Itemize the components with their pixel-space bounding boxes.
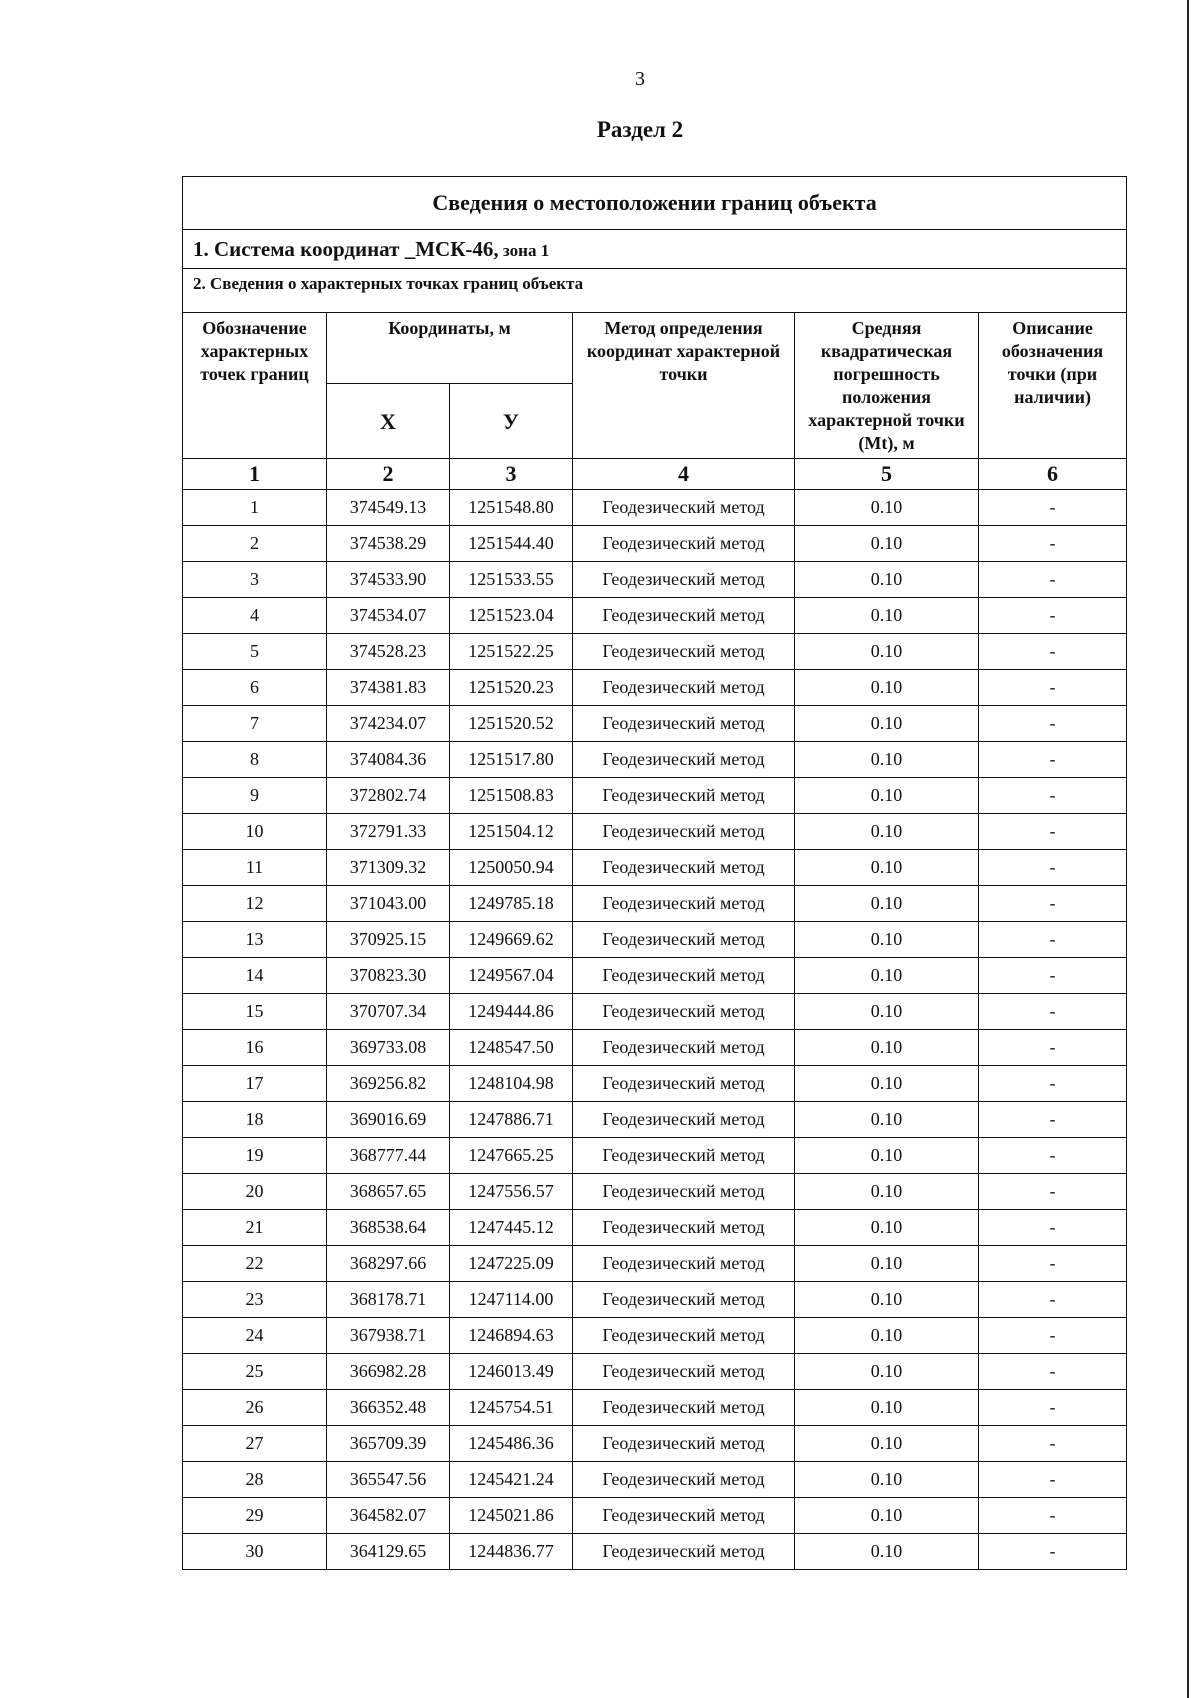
column-number: 5 [795, 459, 979, 490]
y-coordinate-cell: 1251522.25 [450, 634, 573, 670]
x-coordinate-cell: 371309.32 [327, 850, 450, 886]
x-coordinate-cell: 365547.56 [327, 1462, 450, 1498]
accuracy-cell: 0.10 [795, 850, 979, 886]
x-coordinate-cell: 372791.33 [327, 814, 450, 850]
description-cell: - [979, 706, 1127, 742]
method-cell: Геодезический метод [573, 490, 795, 526]
table-row [183, 1066, 1127, 1102]
table-row [183, 994, 1127, 1030]
y-coordinate-cell: 1246894.63 [450, 1318, 573, 1354]
table-row [183, 1498, 1127, 1534]
column-number: 1 [183, 459, 327, 490]
description-cell: - [979, 562, 1127, 598]
method-cell: Геодезический метод [573, 1246, 795, 1282]
y-coordinate-cell: 1251517.80 [450, 742, 573, 778]
method-cell: Геодезический метод [573, 1462, 795, 1498]
method-cell: Геодезический метод [573, 634, 795, 670]
y-coordinate-cell: 1251533.55 [450, 562, 573, 598]
accuracy-cell: 0.10 [795, 1102, 979, 1138]
accuracy-cell: 0.10 [795, 562, 979, 598]
method-cell: Геодезический метод [573, 886, 795, 922]
point-number-cell: 13 [183, 922, 327, 958]
table-row [183, 1354, 1127, 1390]
y-coordinate-cell: 1251520.52 [450, 706, 573, 742]
x-coordinate-cell: 374084.36 [327, 742, 450, 778]
header-coordinates: Координаты, м [327, 313, 573, 384]
accuracy-cell: 0.10 [795, 634, 979, 670]
description-cell: - [979, 958, 1127, 994]
table-row [183, 634, 1127, 670]
description-cell: - [979, 814, 1127, 850]
header-y: У [450, 384, 573, 459]
point-number-cell: 2 [183, 526, 327, 562]
x-coordinate-cell: 370925.15 [327, 922, 450, 958]
y-coordinate-cell: 1248104.98 [450, 1066, 573, 1102]
x-coordinate-cell: 366352.48 [327, 1390, 450, 1426]
method-cell: Геодезический метод [573, 1498, 795, 1534]
description-cell: - [979, 994, 1127, 1030]
point-number-cell: 17 [183, 1066, 327, 1102]
description-cell: - [979, 1426, 1127, 1462]
point-number-cell: 8 [183, 742, 327, 778]
description-cell: - [979, 850, 1127, 886]
description-cell: - [979, 1354, 1127, 1390]
point-number-cell: 25 [183, 1354, 327, 1390]
coordinate-system [183, 230, 1127, 269]
table-row [183, 814, 1127, 850]
method-cell: Геодезический метод [573, 562, 795, 598]
method-cell: Геодезический метод [573, 706, 795, 742]
x-coordinate-cell: 368297.66 [327, 1246, 450, 1282]
accuracy-cell: 0.10 [795, 742, 979, 778]
accuracy-cell: 0.10 [795, 706, 979, 742]
method-cell: Геодезический метод [573, 742, 795, 778]
accuracy-cell: 0.10 [795, 1462, 979, 1498]
x-coordinate-cell: 364129.65 [327, 1534, 450, 1570]
description-cell: - [979, 1246, 1127, 1282]
table-row [183, 1462, 1127, 1498]
description-cell: - [979, 634, 1127, 670]
method-cell: Геодезический метод [573, 1030, 795, 1066]
header-accuracy: Средняя квадратическая погрешность положения характерной точки (Mt), м [795, 313, 979, 459]
x-coordinate-cell: 372802.74 [327, 778, 450, 814]
method-cell: Геодезический метод [573, 814, 795, 850]
table-row [183, 1174, 1127, 1210]
point-number-cell: 23 [183, 1282, 327, 1318]
x-coordinate-cell: 369733.08 [327, 1030, 450, 1066]
y-coordinate-cell: 1251544.40 [450, 526, 573, 562]
header-row-1 [183, 313, 1127, 384]
description-cell: - [979, 490, 1127, 526]
x-coordinate-cell: 374528.23 [327, 634, 450, 670]
point-number-cell: 10 [183, 814, 327, 850]
table-row [183, 1426, 1127, 1462]
header-method: Метод определения координат характерной точки [573, 313, 795, 459]
y-coordinate-cell: 1247665.25 [450, 1138, 573, 1174]
x-coordinate-cell: 374234.07 [327, 706, 450, 742]
description-cell: - [979, 778, 1127, 814]
point-number-cell: 26 [183, 1390, 327, 1426]
table-row [183, 670, 1127, 706]
x-coordinate-cell: 370823.30 [327, 958, 450, 994]
accuracy-cell: 0.10 [795, 1426, 979, 1462]
point-number-cell: 14 [183, 958, 327, 994]
x-coordinate-cell: 369256.82 [327, 1066, 450, 1102]
accuracy-cell: 0.10 [795, 490, 979, 526]
section-title: Раздел 2 [596, 117, 684, 142]
scan-edge-line [1187, 0, 1189, 1698]
point-number-cell: 27 [183, 1426, 327, 1462]
y-coordinate-cell: 1249785.18 [450, 886, 573, 922]
x-coordinate-cell: 368657.65 [327, 1174, 450, 1210]
method-cell: Геодезический метод [573, 1174, 795, 1210]
point-number-cell: 4 [183, 598, 327, 634]
points-heading: 2. Сведения о характерных точках границ объекта [183, 269, 1127, 313]
description-cell: - [979, 886, 1127, 922]
y-coordinate-cell: 1249444.86 [450, 994, 573, 1030]
column-number: 4 [573, 459, 795, 490]
method-cell: Геодезический метод [573, 1318, 795, 1354]
x-coordinate-cell: 370707.34 [327, 994, 450, 1030]
table-row [183, 1030, 1127, 1066]
y-coordinate-cell: 1247886.71 [450, 1102, 573, 1138]
accuracy-cell: 0.10 [795, 814, 979, 850]
table-row [183, 1246, 1127, 1282]
header-point-designation: Обозначение характерных точек границ [183, 313, 327, 459]
method-cell: Геодезический метод [573, 1066, 795, 1102]
y-coordinate-cell: 1247114.00 [450, 1282, 573, 1318]
point-number-cell: 29 [183, 1498, 327, 1534]
y-coordinate-cell: 1251508.83 [450, 778, 573, 814]
description-cell: - [979, 1498, 1127, 1534]
accuracy-cell: 0.10 [795, 922, 979, 958]
method-cell: Геодезический метод [573, 1210, 795, 1246]
method-cell: Геодезический метод [573, 670, 795, 706]
y-coordinate-cell: 1245754.51 [450, 1390, 573, 1426]
x-coordinate-cell: 368178.71 [327, 1282, 450, 1318]
x-coordinate-cell: 367938.71 [327, 1318, 450, 1354]
y-coordinate-cell: 1246013.49 [450, 1354, 573, 1390]
x-coordinate-cell: 374533.90 [327, 562, 450, 598]
description-cell: - [979, 1282, 1127, 1318]
table-row [183, 850, 1127, 886]
accuracy-cell: 0.10 [795, 994, 979, 1030]
point-number-cell: 1 [183, 490, 327, 526]
description-cell: - [979, 598, 1127, 634]
page-number: 3 [635, 68, 645, 90]
column-number: 2 [327, 459, 450, 490]
point-number-cell: 7 [183, 706, 327, 742]
table-row [183, 598, 1127, 634]
accuracy-cell: 0.10 [795, 958, 979, 994]
y-coordinate-cell: 1247225.09 [450, 1246, 573, 1282]
table-row [183, 706, 1127, 742]
method-cell: Геодезический метод [573, 922, 795, 958]
column-number: 3 [450, 459, 573, 490]
accuracy-cell: 0.10 [795, 598, 979, 634]
description-cell: - [979, 1462, 1127, 1498]
accuracy-cell: 0.10 [795, 886, 979, 922]
point-number-cell: 11 [183, 850, 327, 886]
table-body [183, 490, 1127, 1570]
method-cell: Геодезический метод [573, 598, 795, 634]
method-cell: Геодезический метод [573, 1390, 795, 1426]
description-cell: - [979, 1174, 1127, 1210]
y-coordinate-cell: 1251520.23 [450, 670, 573, 706]
method-cell: Геодезический метод [573, 1534, 795, 1570]
method-cell: Геодезический метод [573, 958, 795, 994]
table-row [183, 958, 1127, 994]
accuracy-cell: 0.10 [795, 1138, 979, 1174]
accuracy-cell: 0.10 [795, 1066, 979, 1102]
y-coordinate-cell: 1247445.12 [450, 1210, 573, 1246]
method-cell: Геодезический метод [573, 1354, 795, 1390]
point-number-cell: 21 [183, 1210, 327, 1246]
coordinate-system-zone: зона 1 [498, 240, 550, 260]
table-row [183, 1210, 1127, 1246]
x-coordinate-cell: 374534.07 [327, 598, 450, 634]
y-coordinate-cell: 1251523.04 [450, 598, 573, 634]
y-coordinate-cell: 1245486.36 [450, 1426, 573, 1462]
column-number: 6 [979, 459, 1127, 490]
header-x: X [327, 384, 450, 459]
accuracy-cell: 0.10 [795, 526, 979, 562]
accuracy-cell: 0.10 [795, 1534, 979, 1570]
accuracy-cell: 0.10 [795, 778, 979, 814]
description-cell: - [979, 670, 1127, 706]
x-coordinate-cell: 364582.07 [327, 1498, 450, 1534]
table-row [183, 562, 1127, 598]
boundary-points-table [182, 176, 1127, 1570]
table-row [183, 1318, 1127, 1354]
table-row [183, 1138, 1127, 1174]
table-row [183, 490, 1127, 526]
accuracy-cell: 0.10 [795, 1390, 979, 1426]
column-number-row [183, 459, 1127, 490]
table-row [183, 1102, 1127, 1138]
point-number-cell: 9 [183, 778, 327, 814]
x-coordinate-cell: 366982.28 [327, 1354, 450, 1390]
y-coordinate-cell: 1247556.57 [450, 1174, 573, 1210]
point-number-cell: 24 [183, 1318, 327, 1354]
table-title: Сведения о местоположении границ объекта [183, 177, 1127, 230]
description-cell: - [979, 1390, 1127, 1426]
description-cell: - [979, 1102, 1127, 1138]
point-number-cell: 16 [183, 1030, 327, 1066]
coordinate-system-row [183, 230, 1127, 269]
method-cell: Геодезический метод [573, 778, 795, 814]
point-number-cell: 6 [183, 670, 327, 706]
method-cell: Геодезический метод [573, 526, 795, 562]
table-row [183, 922, 1127, 958]
point-number-cell: 12 [183, 886, 327, 922]
description-cell: - [979, 922, 1127, 958]
accuracy-cell: 0.10 [795, 1246, 979, 1282]
table-row [183, 1282, 1127, 1318]
method-cell: Геодезический метод [573, 1138, 795, 1174]
boundary-table-container [182, 176, 1126, 1570]
header-description: Описание обозначения точки (при наличии) [979, 313, 1127, 459]
x-coordinate-cell: 371043.00 [327, 886, 450, 922]
y-coordinate-cell: 1251504.12 [450, 814, 573, 850]
table-row [183, 1390, 1127, 1426]
point-number-cell: 15 [183, 994, 327, 1030]
point-number-cell: 3 [183, 562, 327, 598]
table-row [183, 526, 1127, 562]
table-row [183, 742, 1127, 778]
description-cell: - [979, 1210, 1127, 1246]
description-cell: - [979, 1030, 1127, 1066]
point-number-cell: 18 [183, 1102, 327, 1138]
accuracy-cell: 0.10 [795, 1354, 979, 1390]
method-cell: Геодезический метод [573, 1102, 795, 1138]
table-title-row [183, 177, 1127, 230]
description-cell: - [979, 1066, 1127, 1102]
y-coordinate-cell: 1245021.86 [450, 1498, 573, 1534]
accuracy-cell: 0.10 [795, 1174, 979, 1210]
description-cell: - [979, 1534, 1127, 1570]
description-cell: - [979, 526, 1127, 562]
method-cell: Геодезический метод [573, 994, 795, 1030]
x-coordinate-cell: 374538.29 [327, 526, 450, 562]
y-coordinate-cell: 1244836.77 [450, 1534, 573, 1570]
point-number-cell: 19 [183, 1138, 327, 1174]
point-number-cell: 28 [183, 1462, 327, 1498]
y-coordinate-cell: 1249567.04 [450, 958, 573, 994]
y-coordinate-cell: 1249669.62 [450, 922, 573, 958]
table-row [183, 886, 1127, 922]
accuracy-cell: 0.10 [795, 670, 979, 706]
coordinate-system-label: 1. Система координат _МСК-46, [193, 236, 499, 261]
x-coordinate-cell: 365709.39 [327, 1426, 450, 1462]
method-cell: Геодезический метод [573, 1426, 795, 1462]
accuracy-cell: 0.10 [795, 1030, 979, 1066]
point-number-cell: 22 [183, 1246, 327, 1282]
y-coordinate-cell: 1250050.94 [450, 850, 573, 886]
accuracy-cell: 0.10 [795, 1210, 979, 1246]
method-cell: Геодезический метод [573, 1282, 795, 1318]
point-number-cell: 20 [183, 1174, 327, 1210]
accuracy-cell: 0.10 [795, 1318, 979, 1354]
y-coordinate-cell: 1248547.50 [450, 1030, 573, 1066]
y-coordinate-cell: 1245421.24 [450, 1462, 573, 1498]
x-coordinate-cell: 374549.13 [327, 490, 450, 526]
description-cell: - [979, 1318, 1127, 1354]
method-cell: Геодезический метод [573, 850, 795, 886]
x-coordinate-cell: 368538.64 [327, 1210, 450, 1246]
description-cell: - [979, 1138, 1127, 1174]
points-heading-row [183, 269, 1127, 313]
point-number-cell: 5 [183, 634, 327, 670]
x-coordinate-cell: 369016.69 [327, 1102, 450, 1138]
accuracy-cell: 0.10 [795, 1498, 979, 1534]
x-coordinate-cell: 374381.83 [327, 670, 450, 706]
point-number-cell: 30 [183, 1534, 327, 1570]
y-coordinate-cell: 1251548.80 [450, 490, 573, 526]
x-coordinate-cell: 368777.44 [327, 1138, 450, 1174]
description-cell: - [979, 742, 1127, 778]
accuracy-cell: 0.10 [795, 1282, 979, 1318]
table-row [183, 778, 1127, 814]
table-row [183, 1534, 1127, 1570]
